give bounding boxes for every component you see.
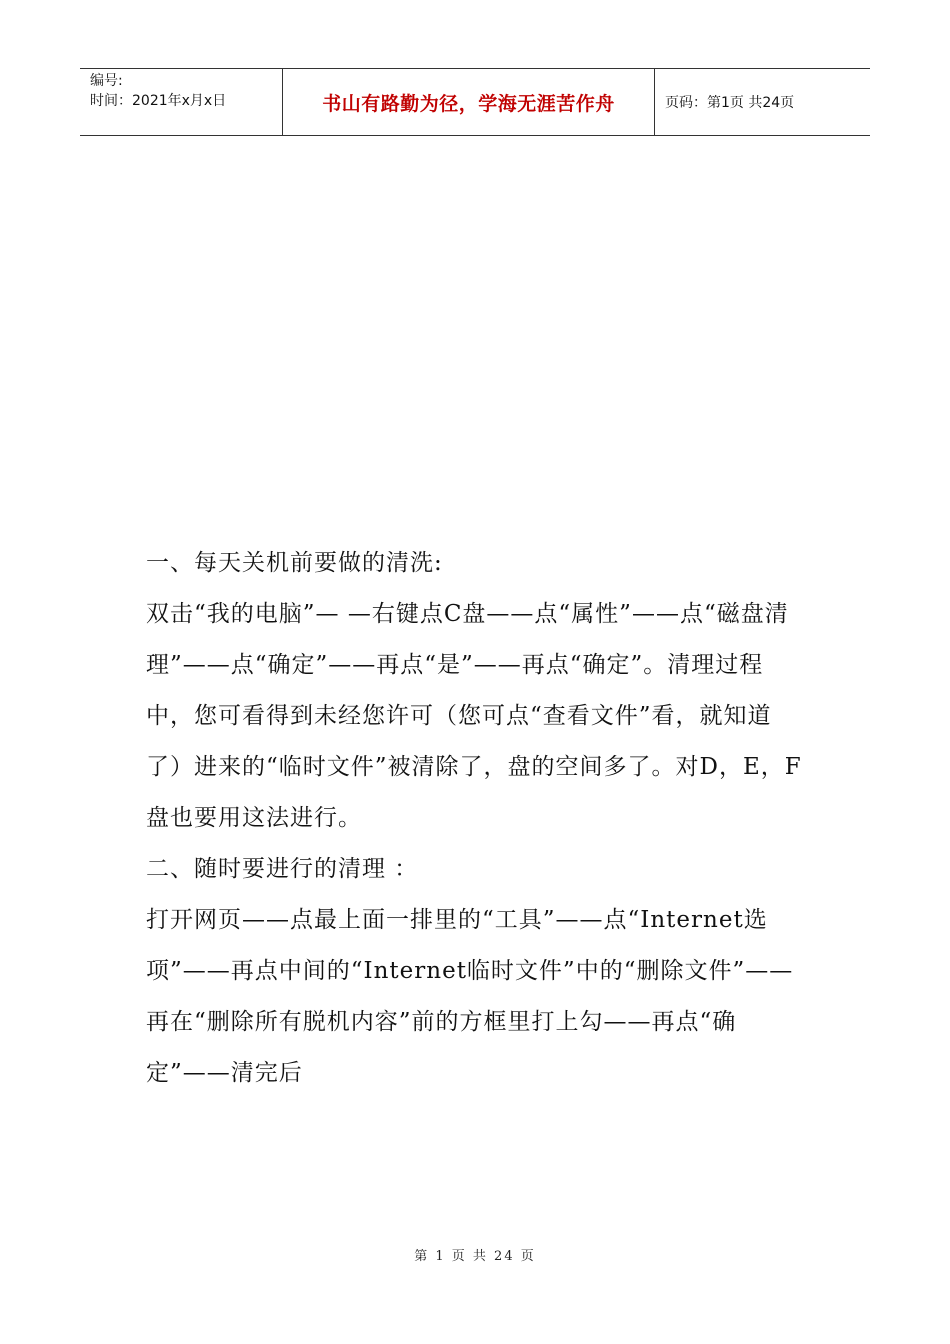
- document-time-label: 时间：2021年x月x日: [90, 93, 227, 109]
- paragraph-internet-cleanup-steps: 打开网页——点最上面一排里的“工具”——点“Internet选项”——再点中间的“Internet临时文件”中的“删除文件”——再在“删除所有脱机内容”前的方框里打上勾——再点“确定”——清完后: [146, 907, 794, 1086]
- motto-text: 书山有路勤为径，学海无涯苦作舟: [322, 92, 615, 115]
- document-body: [146, 538, 808, 1099]
- footer-page-number: 第 1 页 共 24 页: [414, 1249, 536, 1264]
- header-motto: [282, 69, 655, 135]
- section-heading-daily-cleanup: 一、每天关机前要做的清洗:: [146, 550, 443, 576]
- page-header: [80, 68, 870, 136]
- page-info-text: 页码：第1页 共24页: [665, 95, 795, 111]
- header-page-info: [655, 69, 870, 135]
- document-number-label: 编号:: [90, 73, 123, 89]
- page-footer: [0, 1245, 950, 1264]
- section-heading-anytime-cleanup: 二、随时要进行的清理 ：: [146, 856, 419, 882]
- header-meta: [80, 69, 282, 135]
- paragraph-disk-cleanup-steps: 双击“我的电脑”— —右键点C盘——点“属性”——点“磁盘清理”——点“确定”——再点“是”——再点“确定”。清理过程中，您可看得到未经您许可（您可点“查看文件”看，就知道了）进来的“临时文件”被清除了，盘的空间多了。对D，E，F盘也要用这法进行。: [146, 601, 802, 831]
